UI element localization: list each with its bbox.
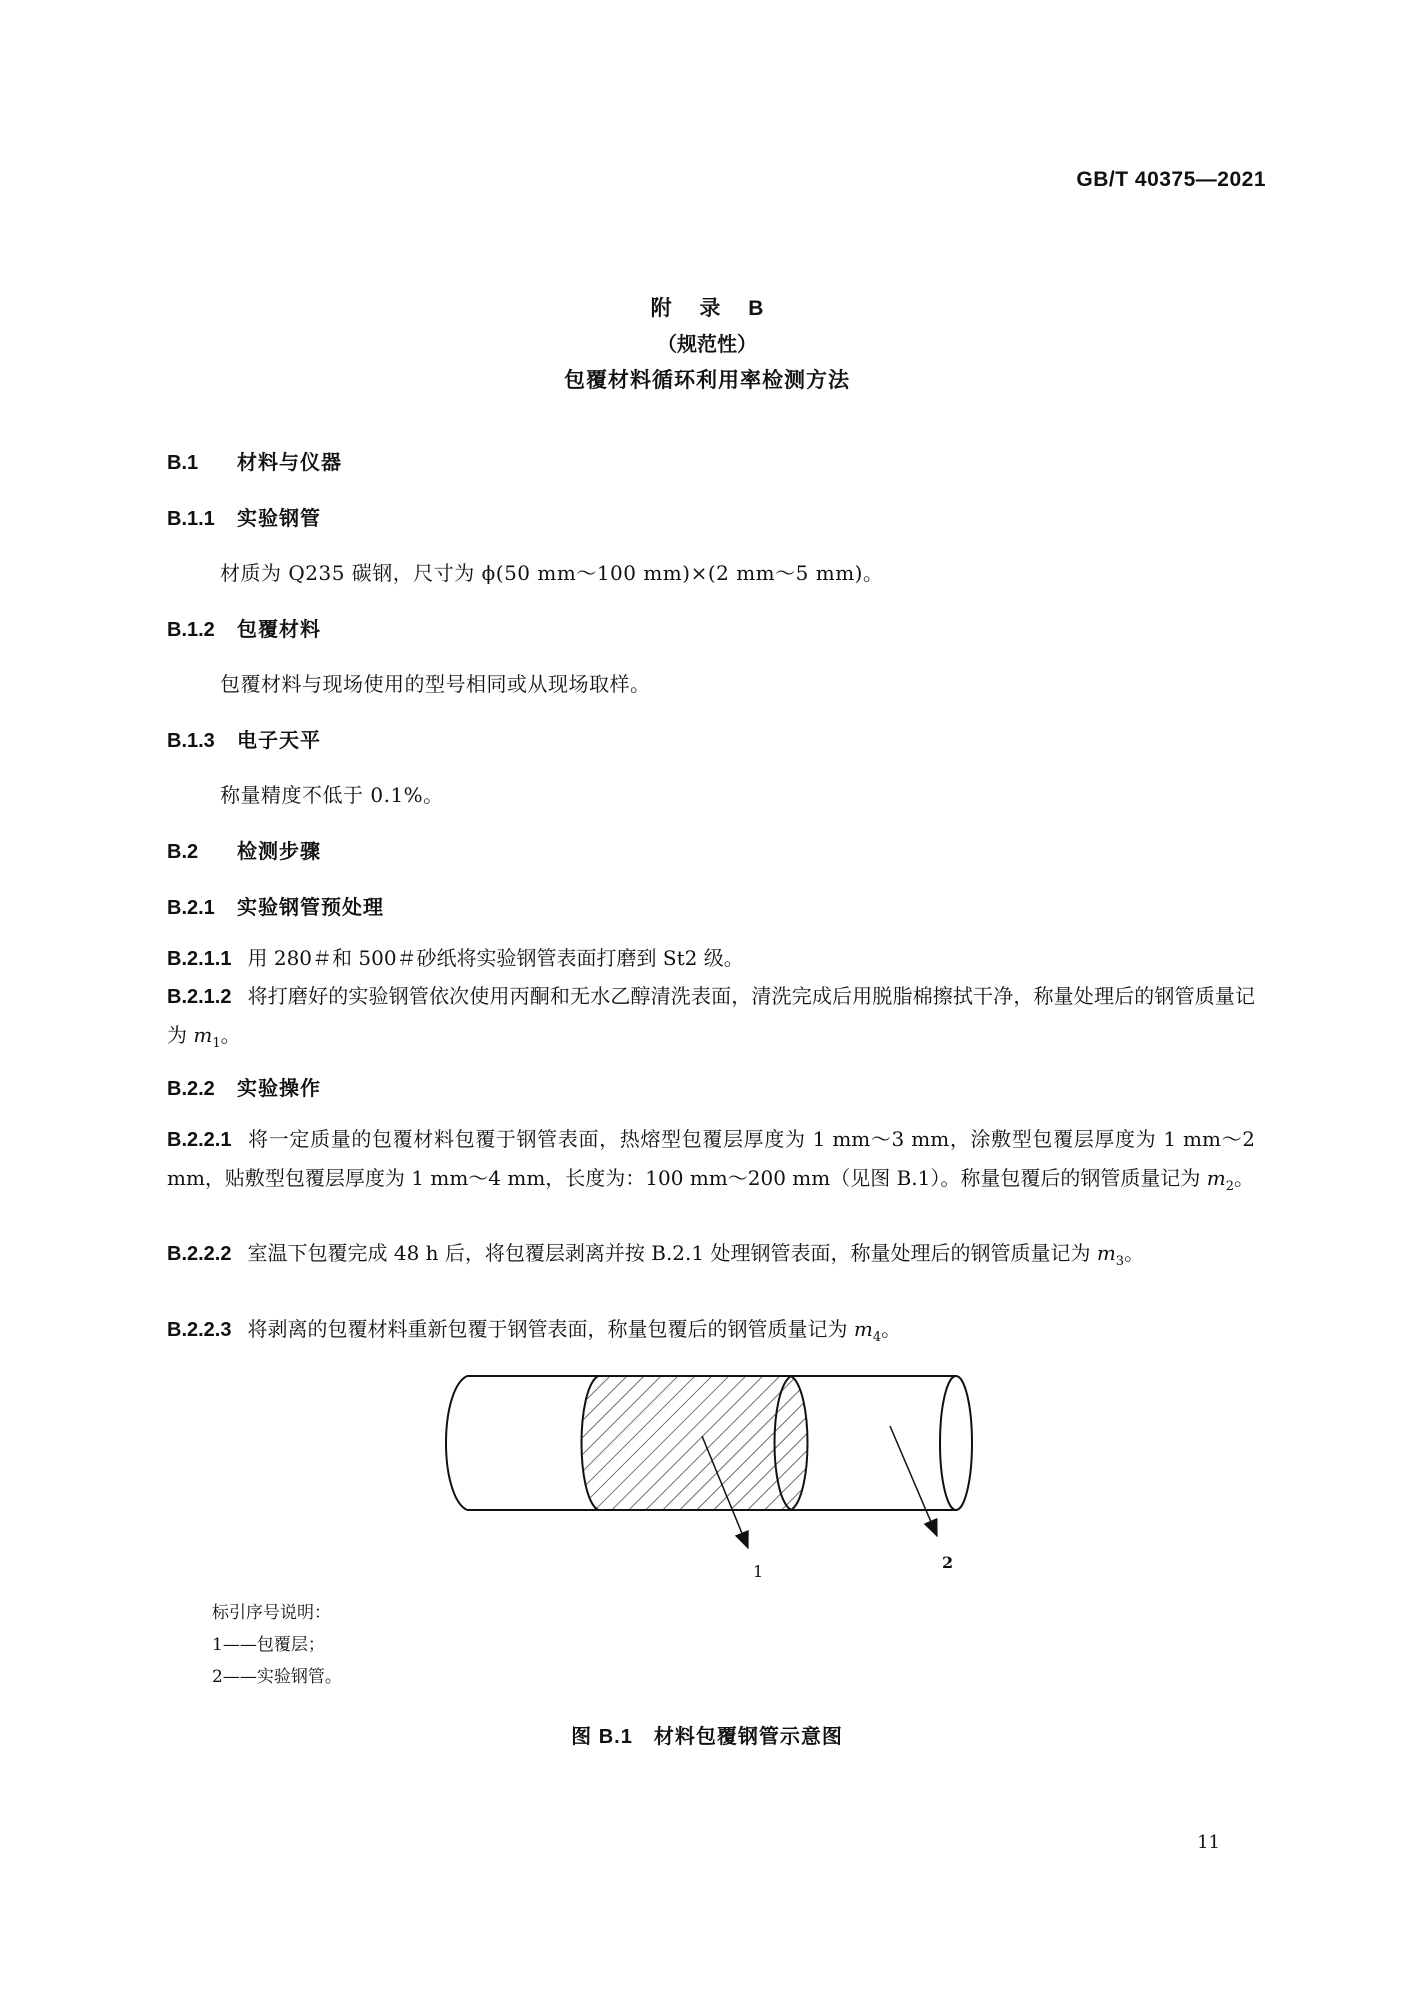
clause-number: B.2.2.1 <box>167 1129 232 1151</box>
variable-subscript: 4 <box>872 1330 882 1345</box>
variable-subscript: 2 <box>1225 1179 1234 1194</box>
section-number: B.1.2 <box>167 619 215 641</box>
section-number: B.2.2 <box>167 1078 215 1100</box>
clause-end: 。 <box>881 1317 902 1341</box>
clause-text: 用 280＃和 500＃砂纸将实验钢管表面打磨到 St2 级。 <box>247 946 744 970</box>
clause-end: 。 <box>1233 1166 1254 1190</box>
variable-subscript: 3 <box>1115 1254 1125 1269</box>
clause-number: B.2.1.1 <box>167 948 232 970</box>
callout-2-leader <box>890 1426 937 1536</box>
coating-layer <box>582 1376 808 1510</box>
variable-subscript: 1 <box>212 1036 221 1051</box>
clause-end: 。 <box>220 1023 241 1047</box>
clause-text: 将一定质量的包覆材料包覆于钢管表面，热熔型包覆层厚度为 1 mm～3 mm，涂敷型包覆层厚度为 1 mm～2 mm，贴敷型包覆层厚度为 1 mm～4 mm，长度为：100 mm～200 mm（见图 B.1）。称量包覆后的钢管质量记为 <box>167 1127 1255 1190</box>
clause-text: 室温下包覆完成 48 h 后，将包覆层剥离并按 B.2.1 处理钢管表面，称量处理后的钢管质量记为 <box>247 1241 1091 1265</box>
section-number: B.1 <box>167 452 199 474</box>
clause-end: 。 <box>1124 1241 1145 1265</box>
section-title: 电子天平 <box>237 730 321 752</box>
section-title: 包覆材料 <box>237 619 321 641</box>
variable: m <box>1206 1166 1226 1190</box>
legend-title: 标引序号说明： <box>212 1603 331 1623</box>
section-title: 实验操作 <box>237 1078 321 1100</box>
legend-item-2: 2——实验钢管。 <box>212 1667 342 1687</box>
section-title: 实验钢管预处理 <box>237 897 384 919</box>
annex-label: 附 录 B <box>650 297 764 320</box>
figure-legend <box>212 1597 342 1693</box>
callout-2-label: 2 <box>942 1553 954 1572</box>
section-number: B.2 <box>167 841 199 863</box>
section-b11-text: 材质为 Q235 碳钢，尺寸为 ϕ(50 mm～100 mm)×(2 mm～5 mm)。 <box>220 561 884 585</box>
section-number: B.2.1 <box>167 897 215 919</box>
section-number: B.1.1 <box>167 508 215 530</box>
annex-title: 包覆材料循环利用率检测方法 <box>564 369 850 392</box>
legend-item-1: 1——包覆层； <box>212 1635 325 1655</box>
clause-text: 将打磨好的实验钢管依次使用丙酮和无水乙醇清洗表面，清洗完成后用脱脂棉擦拭干净，称量处理后的钢管质量记为 <box>167 984 1255 1047</box>
section-number: B.1.3 <box>167 730 215 752</box>
clause-text: 将剥离的包覆材料重新包覆于钢管表面，称量包覆后的钢管质量记为 <box>247 1317 848 1341</box>
figure-caption: 图 B.1 材料包覆钢管示意图 <box>571 1726 843 1748</box>
clause-number: B.2.2.3 <box>167 1319 232 1341</box>
section-b12-text: 包覆材料与现场使用的型号相同或从现场取样。 <box>220 672 651 696</box>
variable: m <box>1096 1241 1116 1265</box>
clause-number: B.2.2.2 <box>167 1243 232 1265</box>
variable: m <box>853 1317 873 1341</box>
clause-number: B.2.1.2 <box>167 986 232 1008</box>
standard-number: GB/T 40375—2021 <box>1076 168 1266 191</box>
section-title: 检测步骤 <box>237 841 321 863</box>
section-title: 材料与仪器 <box>237 452 342 474</box>
section-title: 实验钢管 <box>237 508 321 530</box>
section-b13-text: 称量精度不低于 0.1%。 <box>220 783 444 807</box>
annex-type: （规范性） <box>657 334 757 356</box>
callout-1-label: 1 <box>753 1562 764 1581</box>
variable: m <box>193 1023 213 1047</box>
page-number: 11 <box>1197 1832 1220 1853</box>
